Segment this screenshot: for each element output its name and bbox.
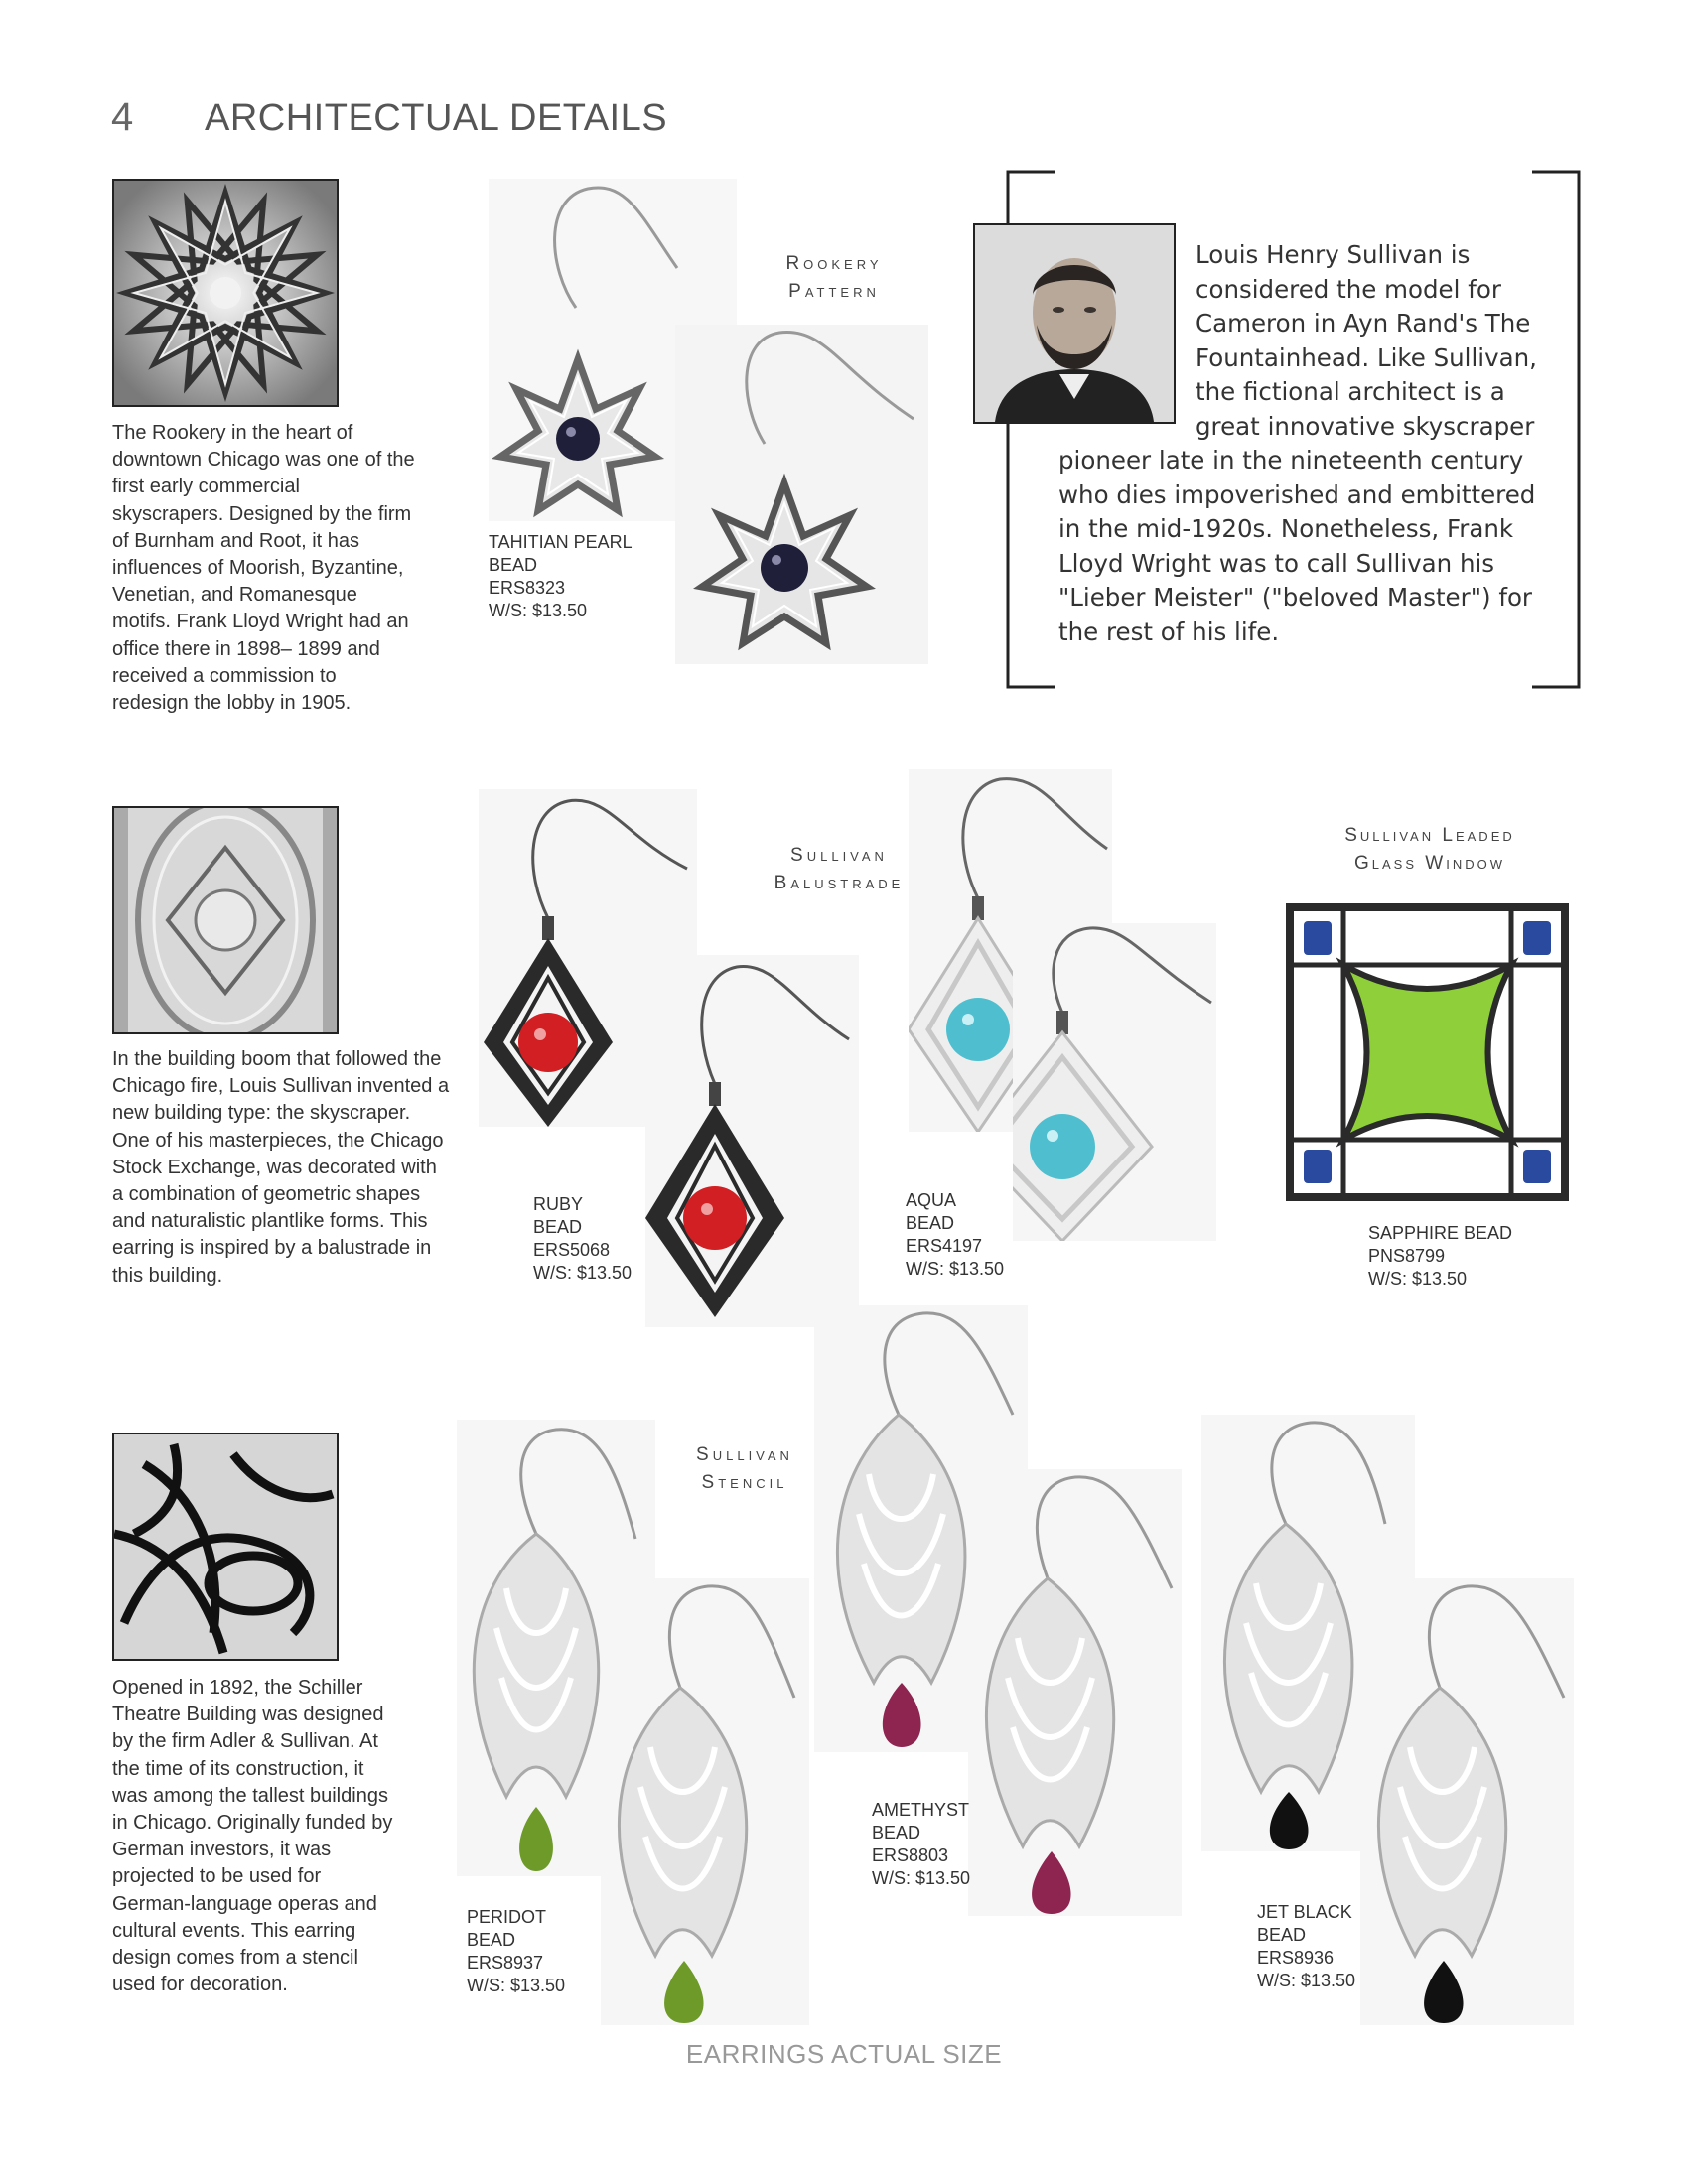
jet-name: JET BLACK [1257, 1902, 1352, 1922]
peridot-price: W/S: $13.50 [467, 1976, 566, 1995]
ruby-product-label [533, 1193, 632, 1285]
tahitian-price: W/S: $13.50 [489, 601, 588, 620]
amethyst-price: W/S: $13.50 [872, 1868, 971, 1888]
rookery-earring-back [675, 325, 928, 664]
peridot-earring-back [601, 1578, 809, 2025]
sapphire-product-label [1368, 1222, 1512, 1291]
sapphire-sku: PNS8799 [1368, 1246, 1446, 1266]
rookery-ornament-image [112, 179, 339, 407]
window-pendant-image [1286, 903, 1569, 1201]
aqua-sku: ERS4197 [906, 1236, 983, 1256]
balustrade-pattern-title [755, 842, 923, 897]
quote-line: who dies impoverished and embittered [1058, 479, 1536, 509]
quote-line: the fictional architect is a [1196, 377, 1505, 406]
window-title-line1: Sullivan Leaded [1344, 825, 1515, 846]
page-number: 4 [111, 95, 135, 139]
amethyst-sku: ERS8803 [872, 1845, 949, 1865]
rookery-pattern-title [755, 250, 914, 306]
tahitian-pearl-bead [556, 417, 600, 461]
rookery-title-line2: Pattern [788, 281, 880, 302]
quote-line: the rest of his life. [1058, 616, 1280, 646]
peridot-product-label [467, 1906, 565, 1997]
ruby-name2: BEAD [533, 1217, 583, 1237]
jet-price: W/S: $13.50 [1257, 1971, 1356, 1990]
tahitian-sku: ERS8323 [489, 578, 566, 598]
tahitian-name2: BEAD [489, 555, 538, 575]
quote-line: in the mid-1920s. Nonetheless, Frank [1058, 514, 1514, 543]
page-title: ARCHITECTUAL DETAILS [205, 97, 668, 139]
tahitian-name: TAHITIAN PEARL [489, 532, 633, 552]
rookery-title-line1: Rookery [785, 253, 883, 274]
quote-line: great innovative skyscraper [1196, 411, 1535, 441]
window-title-line2: Glass Window [1353, 853, 1505, 874]
ruby-name: RUBY [533, 1194, 584, 1214]
footer-note: EARRINGS ACTUAL SIZE [685, 2039, 1003, 2069]
quote-line: Louis Henry Sullivan is [1196, 240, 1471, 269]
aqua-product-label [906, 1189, 1004, 1281]
jet-earring-back [1360, 1578, 1574, 2025]
quote-line: "Lieber Meister" ("beloved Master") for [1058, 583, 1533, 612]
peridot-sku: ERS8937 [467, 1953, 544, 1973]
quote-line: Fountainhead. Like Sullivan, [1196, 342, 1537, 372]
stencil-pattern-title [680, 1441, 809, 1497]
balustrade-description: In the building boom that followed the Chicago fire, Louis Sullivan invented a new building type: the skyscraper. One of his masterpieces, the Chicago Stock Exchange, was decorated with a combination of geometric shapes and naturalistic plantlike forms. This earring is inspired by a balustrade in this building. [112, 1048, 450, 1287]
ruby-sku: ERS5068 [533, 1240, 611, 1260]
balustrade-ornament-image [112, 806, 339, 1034]
jet-product-label [1257, 1901, 1355, 1992]
stencil-description: Opened in 1892, the Schiller Theatre Building was designed by the firm Adler & Sullivan. At the time of its construction, it was among the tallest buildings in Chicago. Originally funded by German investors, it was projected to be used for German-language operas and cultural events. This earring design comes from a stencil used for decoration. [112, 1677, 393, 1996]
quote-line: pioneer late in the nineteenth century [1058, 446, 1524, 475]
quote-line: Cameron in Ayn Rand's The [1196, 309, 1531, 338]
balustrade-title-line1: Sullivan [790, 845, 888, 866]
aqua-price: W/S: $13.50 [906, 1259, 1005, 1279]
aqua-name2: BEAD [906, 1213, 955, 1233]
window-pattern-title [1321, 822, 1539, 878]
jet-name2: BEAD [1257, 1925, 1307, 1945]
amethyst-name: AMETHYST [872, 1800, 970, 1820]
ruby-price: W/S: $13.50 [533, 1263, 633, 1283]
stencil-ornament-image [112, 1433, 339, 1661]
aqua-name: AQUA [906, 1190, 957, 1210]
tahitian-product-label [489, 531, 633, 622]
balustrade-title-line2: Balustrade [774, 873, 905, 893]
quote-text [1058, 238, 1545, 649]
peridot-name: PERIDOT [467, 1907, 547, 1927]
amethyst-name2: BEAD [872, 1823, 921, 1843]
aqua-earring-back [1013, 923, 1216, 1241]
stencil-title-line1: Sullivan [696, 1444, 793, 1465]
stencil-title-line2: Stencil [701, 1472, 788, 1493]
ruby-earring-back [645, 955, 859, 1327]
sapphire-name: SAPPHIRE BEAD [1368, 1223, 1513, 1243]
quote-line: considered the model for [1196, 274, 1501, 304]
peridot-name2: BEAD [467, 1930, 516, 1950]
jet-sku: ERS8936 [1257, 1948, 1335, 1968]
amethyst-earring-back [968, 1469, 1182, 1916]
rookery-description: The Rookery in the heart of downtown Chicago was one of the first early commercial skyscrapers. Designed by the firm of Burnham and Root, it has influences of Moorish, Byzantine, Venetian, and Romanesque motifs. Frank Lloyd Wright had an office there in 1898– 1899 and received a commission to redesign the lobby in 1905. [112, 422, 415, 715]
amethyst-product-label [872, 1799, 970, 1890]
sapphire-price: W/S: $13.50 [1368, 1269, 1468, 1289]
quote-line: Lloyd Wright was to call Sullivan his [1058, 548, 1495, 578]
